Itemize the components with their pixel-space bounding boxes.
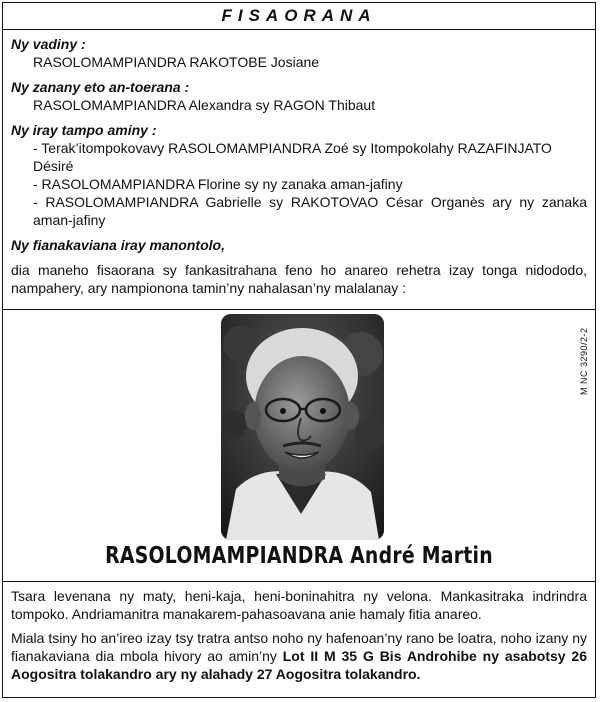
spouse-name: RASOLOMAMPIANDRA RAKOTOBE Josiane <box>33 54 320 70</box>
deceased-name: RASOLOMAMPIANDRA André Martin <box>105 543 493 569</box>
event-details: Lot II M 35 G Bis Androhibe ny asabotsy 26 Aogositra tolakandro ary ny alahady 27 Aogositra tolakandro. <box>11 648 587 682</box>
children-heading: Ny zanany eto an-toerana : <box>11 79 190 95</box>
reference-code: M NC 3290/2-2 <box>579 327 589 395</box>
closing-paragraph: Tsara levenana ny maty, heni-kaja, heni-boninahitra ny velona. Mankasitraka indrindra tompoko. Andriamanitra manakarem-pahasoavana anie hamaly fitia anareo. <box>11 588 587 622</box>
portrait-photo <box>221 314 384 540</box>
children-names: RASOLOMAMPIANDRA Alexandra sy RAGON Thibaut <box>33 97 376 113</box>
notice-title: FISAORANA <box>3 3 595 30</box>
closing-paragraph <box>11 629 587 683</box>
sibling-item: - RASOLOMAMPIANDRA Gabrielle sy RAKOTOVAO César Organès ary ny zanaka aman-jafiny <box>33 194 587 228</box>
sibling-item: - Terak’itompokovavy RASOLOMAMPIANDRA Zoé sy Itompokolahy RAZAFINJATO Désiré <box>33 140 552 174</box>
spouse-heading: Ny vadiny : <box>11 36 86 52</box>
closing-paragraph-text: Miala tsiny ho an’ireo izay tsy tratra antso noho ny hafenoan’ny rano be loatra, noho izany ny fianakaviana dia mbola hivory ao amin’ny <box>11 630 587 664</box>
notice-frame <box>2 2 596 698</box>
sibling-item: - RASOLOMAMPIANDRA Florine sy ny zanaka aman-jafiny <box>33 176 403 192</box>
divider <box>3 581 595 582</box>
family-section <box>11 35 587 297</box>
siblings-heading: Ny iray tampo aminy : <box>11 122 157 138</box>
closing-section <box>11 587 587 683</box>
divider <box>3 309 595 310</box>
portrait-illustration <box>221 314 384 540</box>
thanks-text: dia maneho fisaorana sy fankasitrahana feno ho anareo rehetra izay tonga nidododo, nampahery, ary nampionona tamin’ny nahalasan’ny malalanay : <box>11 262 587 296</box>
family-heading: Ny fianakaviana iray manontolo, <box>11 237 225 253</box>
